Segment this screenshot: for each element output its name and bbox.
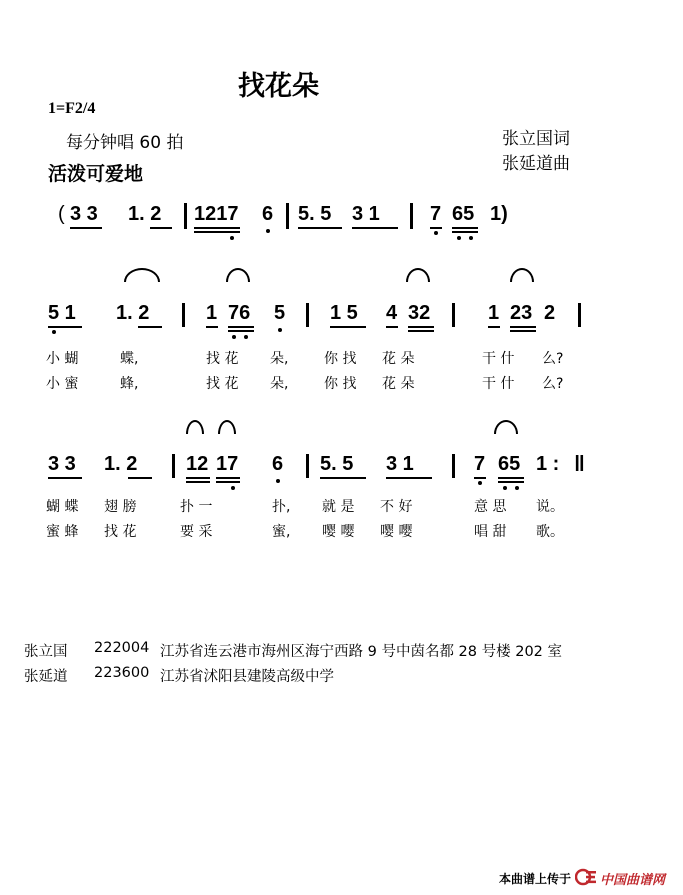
contact-address: 江苏省连云港市海州区海宁西路 9 号中茵名都 28 号楼 202 室	[160, 644, 563, 660]
lyric-syllables: 干 什	[482, 351, 515, 367]
underline	[510, 326, 536, 328]
low-octave-dot	[52, 330, 56, 334]
underline	[386, 326, 398, 328]
ce-logo-icon	[575, 868, 597, 890]
slur	[494, 420, 518, 434]
slur	[510, 268, 534, 282]
lyric-syllables: 就 是	[322, 499, 355, 515]
low-octave-dot	[469, 236, 473, 240]
note: 2	[544, 302, 556, 324]
slur	[226, 268, 250, 282]
note-group: 1)	[490, 203, 508, 225]
bar-line	[182, 303, 185, 327]
underline	[128, 477, 152, 479]
upload-source-text: 本曲谱上传于	[498, 872, 571, 886]
underline	[452, 227, 478, 229]
bar-line	[306, 454, 309, 478]
note-group: 1. 2	[116, 302, 150, 324]
lyric-syllables: 小 蝴	[46, 351, 79, 367]
bar-line	[452, 303, 455, 327]
lyric-syllables: 歌。	[536, 524, 564, 540]
underline	[498, 477, 524, 479]
underline	[430, 227, 442, 229]
underline	[330, 326, 366, 328]
underline	[352, 227, 398, 229]
low-octave-dot	[515, 486, 519, 490]
underline	[452, 231, 478, 233]
low-octave-dot	[503, 486, 507, 490]
note-group: 5. 5	[298, 203, 332, 225]
note: 5	[274, 302, 286, 324]
lyric-syllables: 蜜,	[272, 524, 291, 540]
note-group: 65	[498, 453, 521, 475]
note-group: 65	[452, 203, 475, 225]
lyric-syllables: 唱 甜	[474, 524, 507, 540]
lyric-syllables: 小 蜜	[46, 376, 79, 392]
note: 4	[386, 302, 398, 324]
lyric-syllables: 蝶,	[120, 351, 139, 367]
lyric-syllables: 你 找	[324, 376, 357, 392]
low-octave-dot	[434, 231, 438, 235]
underline	[186, 477, 210, 479]
note-group: 32	[408, 302, 431, 324]
underline	[228, 326, 254, 328]
underline	[386, 477, 432, 479]
lyric-syllables: 花 朵	[382, 376, 415, 392]
contact-address: 江苏省沭阳县建陵高级中学	[160, 669, 334, 685]
note-group: 1. 2	[104, 453, 138, 475]
underline	[216, 481, 240, 483]
bar-line	[286, 203, 289, 229]
lyric-syllables: 干 什	[482, 376, 515, 392]
lyric-syllables: 不 好	[380, 499, 413, 515]
underline	[150, 227, 172, 229]
low-octave-dot	[457, 236, 461, 240]
tempo-marking: 每分钟唱 60 拍	[66, 133, 184, 153]
bar-line	[172, 454, 175, 478]
underline	[510, 330, 536, 332]
underline	[498, 481, 524, 483]
note-group: 23	[510, 302, 533, 324]
note-group: 3 1	[352, 203, 380, 225]
slur	[186, 420, 204, 434]
lyric-syllables: 嘤 嘤	[380, 524, 413, 540]
note-group: 3 3	[70, 203, 98, 225]
underline	[474, 477, 486, 479]
bar-line	[578, 303, 581, 327]
low-octave-dot	[231, 486, 235, 490]
site-logo-text: 中国曲谱网	[600, 873, 666, 888]
note-group: 5. 5	[320, 453, 354, 475]
note-group: 1 :	[536, 453, 560, 475]
note-group: 1 5	[330, 302, 358, 324]
underline	[298, 227, 342, 229]
underline	[138, 326, 162, 328]
note: 7	[474, 453, 486, 475]
note: 6	[262, 203, 274, 225]
note-group: 1217	[194, 203, 239, 225]
lyric-syllables: 要 采	[180, 524, 213, 540]
underline	[70, 227, 102, 229]
key-signature: 1=F2/4	[48, 100, 96, 117]
bar-line	[184, 203, 187, 229]
note-group: 76	[228, 302, 251, 324]
lyric-syllables: 扑 一	[180, 499, 213, 515]
contact-zip: 223600	[94, 665, 150, 681]
underline	[216, 477, 240, 479]
lyric-syllables: 说。	[536, 499, 564, 515]
composer-credit: 张延道曲	[502, 154, 570, 174]
repeat-end-barline: ‖	[574, 451, 585, 476]
note: 1	[488, 302, 500, 324]
lyric-syllables: 意 思	[474, 499, 507, 515]
underline	[408, 326, 434, 328]
bar-line	[452, 454, 455, 478]
low-octave-dot	[478, 481, 482, 485]
underline	[194, 227, 240, 229]
underline	[408, 330, 434, 332]
lyric-syllables: 翅 膀	[104, 499, 137, 515]
lyric-syllables: 找 花	[104, 524, 137, 540]
note-group: 5 1	[48, 302, 76, 324]
lyric-syllables: 朵,	[270, 351, 289, 367]
lyric-syllables: 蝴 蝶	[46, 499, 79, 515]
lyric-syllables: 找 花	[206, 376, 239, 392]
underline	[48, 477, 82, 479]
lyric-syllables: 找 花	[206, 351, 239, 367]
note-group: 17	[216, 453, 239, 475]
lyric-syllables: 蜂,	[120, 376, 139, 392]
lyricist-credit: 张立国词	[502, 129, 570, 149]
note-group: 12	[186, 453, 209, 475]
lyric-syllables: 么?	[542, 376, 564, 392]
low-octave-dot	[230, 236, 234, 240]
note-group: 3 1	[386, 453, 414, 475]
low-octave-dot	[244, 335, 248, 339]
lyric-syllables: 蜜 蜂	[46, 524, 79, 540]
low-octave-dot	[278, 328, 282, 332]
lyric-syllables: 嘤 嘤	[322, 524, 355, 540]
lyric-syllables: 扑,	[272, 499, 291, 515]
bar-line	[410, 203, 413, 229]
note: 1	[206, 302, 218, 324]
contact-name: 张延道	[24, 669, 68, 685]
underline	[488, 326, 500, 328]
lyric-syllables: 你 找	[324, 351, 357, 367]
slur	[406, 268, 430, 282]
low-octave-dot	[276, 479, 280, 483]
underline	[48, 326, 82, 328]
note-group: 3 3	[48, 453, 76, 475]
underline	[194, 231, 240, 233]
open-paren: (	[58, 203, 65, 225]
underline	[228, 330, 254, 332]
lyric-syllables: 朵,	[270, 376, 289, 392]
slur	[124, 268, 160, 282]
low-octave-dot	[266, 229, 270, 233]
slur	[218, 420, 236, 434]
expression-marking: 活泼可爱地	[48, 163, 144, 185]
lyric-syllables: 花 朵	[382, 351, 415, 367]
note: 6	[272, 453, 284, 475]
song-title: 找花朵	[238, 71, 319, 102]
note-group: 1. 2	[128, 203, 162, 225]
low-octave-dot	[232, 335, 236, 339]
bar-line	[306, 303, 309, 327]
lyric-syllables: 么?	[542, 351, 564, 367]
underline	[186, 481, 210, 483]
underline	[320, 477, 366, 479]
note: 7	[430, 203, 442, 225]
contact-name: 张立国	[24, 644, 68, 660]
contact-zip: 222004	[94, 640, 150, 656]
underline	[206, 326, 218, 328]
